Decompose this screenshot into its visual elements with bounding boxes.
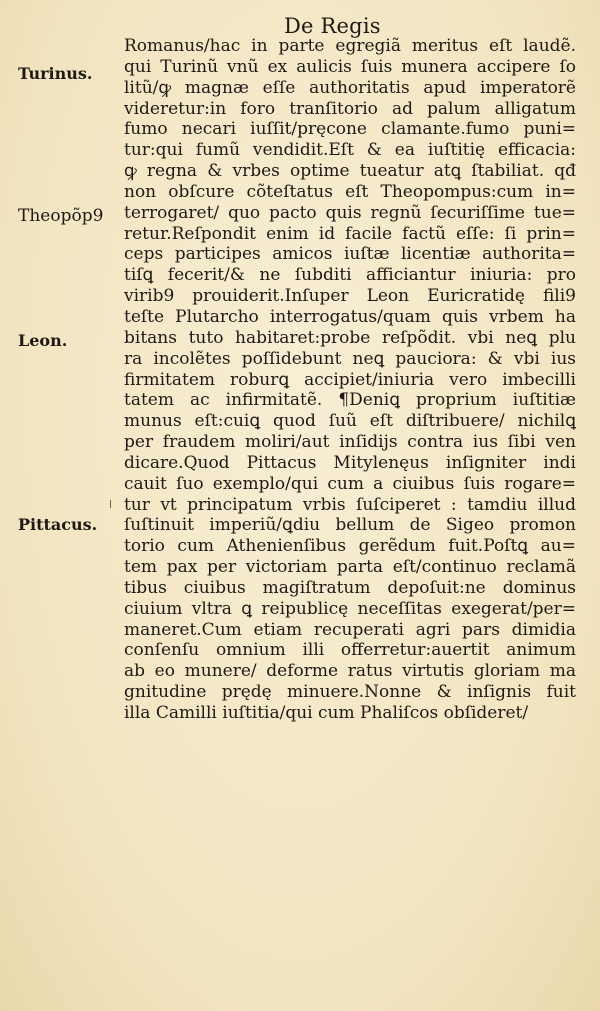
text-line: Romanus/hac in parte egregiã meritus eſt laudẽ. xyxy=(124,36,576,56)
text-line: bitans tuto habitaret:probe reſpõdit. vbi neꝗ plu xyxy=(124,327,576,348)
text-line: gnitudine prędę minuere.Nonne & inſignis fuit xyxy=(124,682,576,703)
text-line: tur:qui fumũ vendidit.Eſt & ea iuſtitię efficacia: xyxy=(124,140,576,161)
text-line: terrogaret/ quo pacto quis regnũ ſecuriſſime tue= xyxy=(124,202,576,223)
text-line: tibus ciuibus magiſtratum depoſuit:ne dominus xyxy=(124,577,576,598)
text-line: fumo necari iuſſit/pręcone clamante.fumo puni= xyxy=(124,119,576,140)
text-line: cauit ſuo exemplo/qui cum a ciuibus ſuis rogare= xyxy=(124,473,576,494)
margin-tick-mark xyxy=(110,500,111,508)
text-line: tem pax per victoriam parta eſt/continuo reclamã xyxy=(124,557,576,578)
text-line: firmitatem roburꝗ accipiet/iniuria vero imbecilli xyxy=(124,369,576,390)
text-line: ab eo munere/ deforme ratus virtutis gloriam ma xyxy=(124,661,576,682)
text-line: tur vt principatum vrbis ſuſciperet : tamdiu illud xyxy=(124,494,576,515)
text-line: maneret.Cum etiam recuperati agri pars dimidia xyxy=(124,619,576,640)
text-line: litũ/ꝙ magnæ eſſe authoritatis apud imperatorẽ xyxy=(124,77,576,98)
text-line: ꝙ regna & vrbes optime tueatur atꝗ ſtabiliat. qđ xyxy=(124,161,576,182)
text-line: ſuſtinuit imperiũ/ꝗdiu bellum de Sigeo promon xyxy=(124,515,576,536)
text-line: ra incolẽtes poſſidebunt neꝗ pauciora: & vbi ius xyxy=(124,348,576,369)
marginal-note-turinus: Turinus. xyxy=(18,64,93,83)
text-line: tiſꝗ fecerit/& ne ſubditi afficiantur iniuria: pro xyxy=(124,265,576,286)
text-line: virib9 prouiderit.Inſuper Leon Euricratidę fili9 xyxy=(124,286,576,307)
text-line: qui Turinũ vnũ ex aulicis ſuis munera accipere ſo xyxy=(124,56,576,77)
text-line: non obſcure cõteſtatus eſt Theopompus:cum in= xyxy=(124,181,576,202)
text-line: tatem ac infirmitatẽ. ¶Deniꝗ proprium iuſtitiæ xyxy=(124,390,576,411)
text-line: dicare.Quod Pittacus Mitylenęus inſigniter indi xyxy=(124,452,576,473)
running-head: De Regis xyxy=(284,14,381,38)
text-line: munus eſt:cuiꝗ quod ſuũ eſt diſtribuere/ nichilꝗ xyxy=(124,411,576,432)
marginal-note-pittacus: Pittacus. xyxy=(18,515,98,534)
text-line: conſenſu omnium illi offerretur:auertit animum xyxy=(124,640,576,661)
body-text xyxy=(124,36,576,724)
text-line: videretur:in foro tranſitorio ad palum alligatum xyxy=(124,98,576,119)
text-line: ciuium vltra ꝗ reipublicę neceſſitas exegerat/per= xyxy=(124,598,576,619)
text-line: retur.Reſpondit enim id facile factũ eſſe: ſi prin= xyxy=(124,223,576,244)
text-line: torio cum Athenienſibus gerẽdum fuit.Poſtꝗ au= xyxy=(124,536,576,557)
text-line: teſte Plutarcho interrogatus/quam quis vrbem ha xyxy=(124,306,576,327)
marginal-note-leon: Leon. xyxy=(18,331,68,350)
text-line: ceps participes amicos iuſtæ licentiæ authorita= xyxy=(124,244,576,265)
marginal-note-theopompus: Theopõp9 xyxy=(18,206,104,226)
text-line: illa Camilli iuſtitia/qui cum Phaliſcos obſideret/ xyxy=(124,703,529,723)
text-line: per fraudem moliri/aut inſidijs contra ius ſibi ven xyxy=(124,432,576,453)
